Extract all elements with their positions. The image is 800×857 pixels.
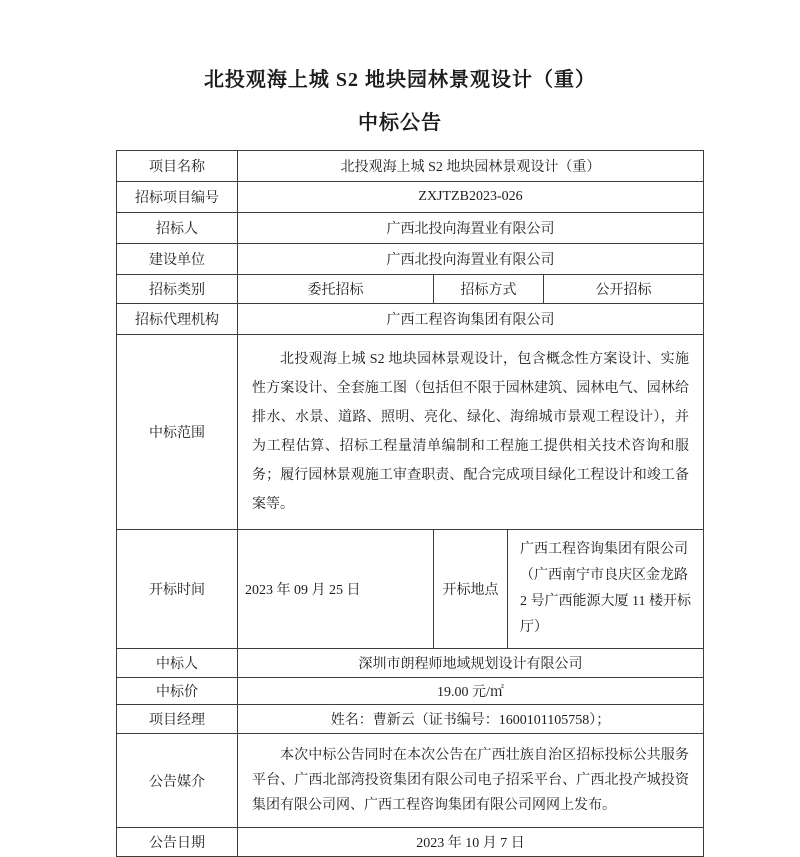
tender-category-value: 委托招标 (238, 275, 434, 304)
award-scope-label: 中标范围 (117, 335, 238, 530)
tender-method-label: 招标方式 (434, 275, 544, 304)
row-tenderee (117, 213, 704, 244)
row-announcement-date (117, 828, 704, 857)
winner-label: 中标人 (117, 649, 238, 678)
project-name-label: 项目名称 (117, 151, 238, 182)
winner-value: 深圳市朗程师地域规划设计有限公司 (238, 649, 704, 678)
announcement-media-cell (238, 734, 704, 828)
row-tender-category (117, 275, 704, 304)
tender-number-value: ZXJTZB2023-026 (238, 182, 704, 213)
award-scope-cell (238, 335, 704, 530)
tender-number-label: 招标项目编号 (117, 182, 238, 213)
document-title: 北投观海上城 S2 地块园林景观设计（重） (203, 69, 597, 91)
opening-place-cell (508, 530, 704, 649)
tender-method-value: 公开招标 (544, 275, 704, 304)
row-award-scope (117, 335, 704, 530)
opening-time-label: 开标时间 (117, 530, 238, 649)
opening-place-value: 广西工程咨询集团有限公司（广西南宁市良庆区金龙路 2 号广西能源大厦 11 楼开标厅） (520, 542, 691, 635)
announcement-table (116, 150, 704, 857)
construction-unit-label: 建设单位 (117, 244, 238, 275)
tender-category-label: 招标类别 (117, 275, 238, 304)
row-construction-unit (117, 244, 704, 275)
row-tender-number (117, 182, 704, 213)
row-project-manager (117, 705, 704, 734)
document-subtitle: 中标公告 (358, 112, 442, 134)
announcement-media-value: 本次中标公告同时在本次公告在广西壮族自治区招标投标公共服务平台、广西北部湾投资集团有限公司电子招采平台、广西北投产城投资集团有限公司网、广西工程咨询集团有限公司网网上发布。 (252, 748, 689, 813)
tenderee-value: 广西北投向海置业有限公司 (238, 213, 704, 244)
row-opening (117, 530, 704, 649)
row-project-name (117, 151, 704, 182)
announcement-date-value: 2023 年 10 月 7 日 (238, 828, 704, 857)
award-price-label: 中标价 (117, 678, 238, 705)
announcement-media-label: 公告媒介 (117, 734, 238, 828)
row-award-price (117, 678, 704, 705)
announcement-date-label: 公告日期 (117, 828, 238, 857)
row-agency (117, 304, 704, 335)
award-scope-value: 北投观海上城 S2 地块园林景观设计，包含概念性方案设计、实施性方案设计、全套施工图（包括但不限于园林建筑、园林电气、园林给排水、水景、道路、照明、亮化、绿化、海绵城市景观工程设计），并为工程估算、招标工程量清单编制和工程施工提供相关技术咨询和服务；履行园林景观施工审查职责、配合完成项目绿化工程设计和竣工备案等。 (252, 352, 689, 512)
award-price-value: 19.00 元/㎡ (238, 678, 704, 705)
project-name-value: 北投观海上城 S2 地块园林景观设计（重） (238, 151, 704, 182)
agency-label: 招标代理机构 (117, 304, 238, 335)
project-manager-label: 项目经理 (117, 705, 238, 734)
project-manager-value: 姓名：曹新云（证书编号：1600101105758）； (238, 705, 704, 734)
construction-unit-value: 广西北投向海置业有限公司 (238, 244, 704, 275)
row-announcement-media (117, 734, 704, 828)
opening-place-label: 开标地点 (434, 530, 508, 649)
row-winner (117, 649, 704, 678)
opening-time-value: 2023 年 09 月 25 日 (238, 530, 434, 649)
tenderee-label: 招标人 (117, 213, 238, 244)
agency-value: 广西工程咨询集团有限公司 (238, 304, 704, 335)
